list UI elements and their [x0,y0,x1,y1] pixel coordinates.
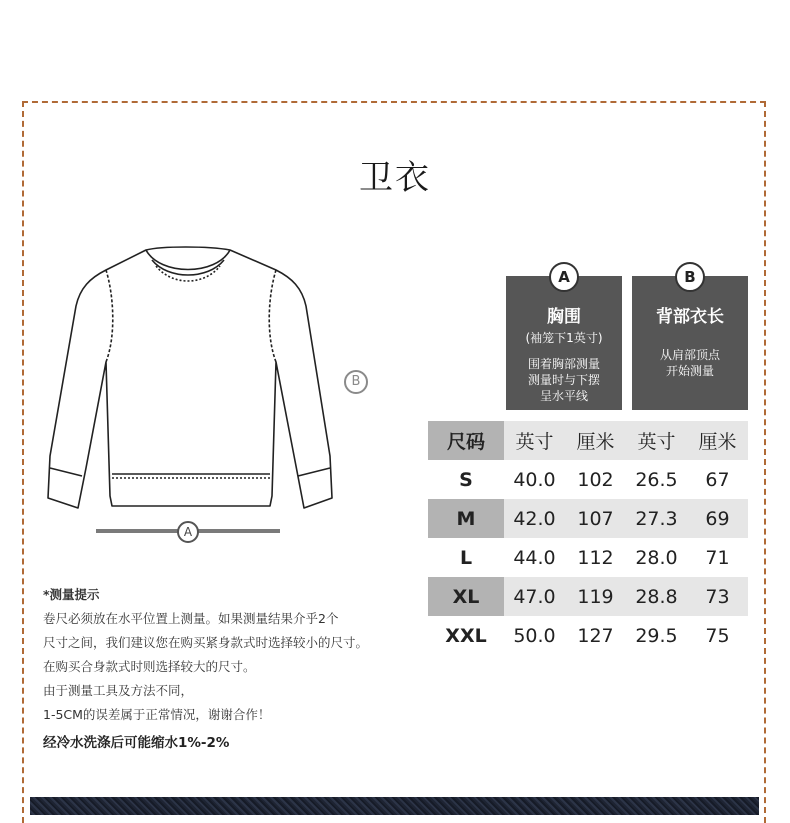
card-back-length [632,268,748,410]
table-cell: 119 [565,577,626,616]
table-cell: 102 [577,468,614,491]
table-cell-size: L [459,546,473,569]
sweater-body-outline [48,247,332,508]
card-a-sub: (袖笼下1英寸) [525,331,603,345]
table-cell: 28.8 [626,577,687,616]
table-header-cell: 英寸 [504,421,565,460]
table-cell-size: S [459,468,473,491]
marker-b-label: B [351,374,361,389]
table-cell: 73 [687,577,748,616]
card-a-heading: 胸围 [547,307,581,327]
notes-line: 在购买合身款式时则选择较大的尺寸。 [43,659,256,674]
table-cell: 47.0 [504,577,565,616]
card-a-desc-line: 呈水平线 [539,389,588,403]
table-cell: 112 [577,546,614,569]
table-cell: 75 [705,624,730,647]
denim-texture-strip [30,797,759,815]
table-cell: 50.0 [513,624,556,647]
table-header-row [428,421,748,460]
table-cell: 44.0 [513,546,556,569]
marker-a-label: A [183,525,193,539]
card-b-badge: B [675,262,705,292]
marker-a-circle [177,521,199,543]
page-title: 卫衣 [359,158,431,198]
table-row [428,616,748,655]
table-row [428,499,748,538]
card-b-heading: 背部衣长 [656,307,724,327]
table-cell-size: XXL [445,624,487,647]
card-a-desc-line: 测量时与下摆 [527,373,600,387]
table-row [428,538,748,577]
table-header-cell: 英寸 [626,421,687,460]
notes-line: 1-5CM的误差属于正常情况，谢谢合作！ [43,707,271,722]
card-b-desc [632,347,748,379]
card-b-desc-line: 开始测量 [665,364,714,378]
card-chest [506,268,622,410]
notes-line: 尺寸之间，我们建议您在购买紧身款式时选择较小的尺寸。 [43,635,369,650]
notes-line: 卷尺必须放在水平位置上测量。如果测量结果介乎2个 [43,611,339,626]
card-b-desc-line: 从肩部顶点 [659,348,720,362]
notes-title: *测量提示 [43,587,100,602]
table-cell-size: M [428,499,504,538]
card-a-badge: A [549,262,579,292]
notes-line: 由于测量工具及方法不同， [43,683,194,698]
size-table [428,421,748,655]
table-cell: 67 [705,468,730,491]
table-header-cell: 厘米 [565,421,626,460]
table-cell: 69 [687,499,748,538]
measurement-notes [43,583,368,755]
card-a-desc [506,356,622,404]
table-row [428,460,748,499]
marker-b-circle [344,370,368,394]
table-header-cell: 尺码 [428,421,504,460]
table-cell: 26.5 [635,468,678,491]
table-cell: 71 [705,546,730,569]
table-cell: 29.5 [635,624,678,647]
table-cell: 27.3 [626,499,687,538]
card-a-desc-line: 围着胸部测量 [527,357,600,371]
table-cell-size: XL [428,577,504,616]
table-cell: 127 [577,624,614,647]
sweater-diagram [30,236,340,546]
table-cell: 28.0 [635,546,678,569]
wash-note: 经冷水洗涤后可能缩水1%-2% [43,735,230,751]
table-cell: 107 [565,499,626,538]
table-cell: 42.0 [504,499,565,538]
table-row [428,577,748,616]
table-cell: 40.0 [513,468,556,491]
table-header-cell: 厘米 [687,421,748,460]
